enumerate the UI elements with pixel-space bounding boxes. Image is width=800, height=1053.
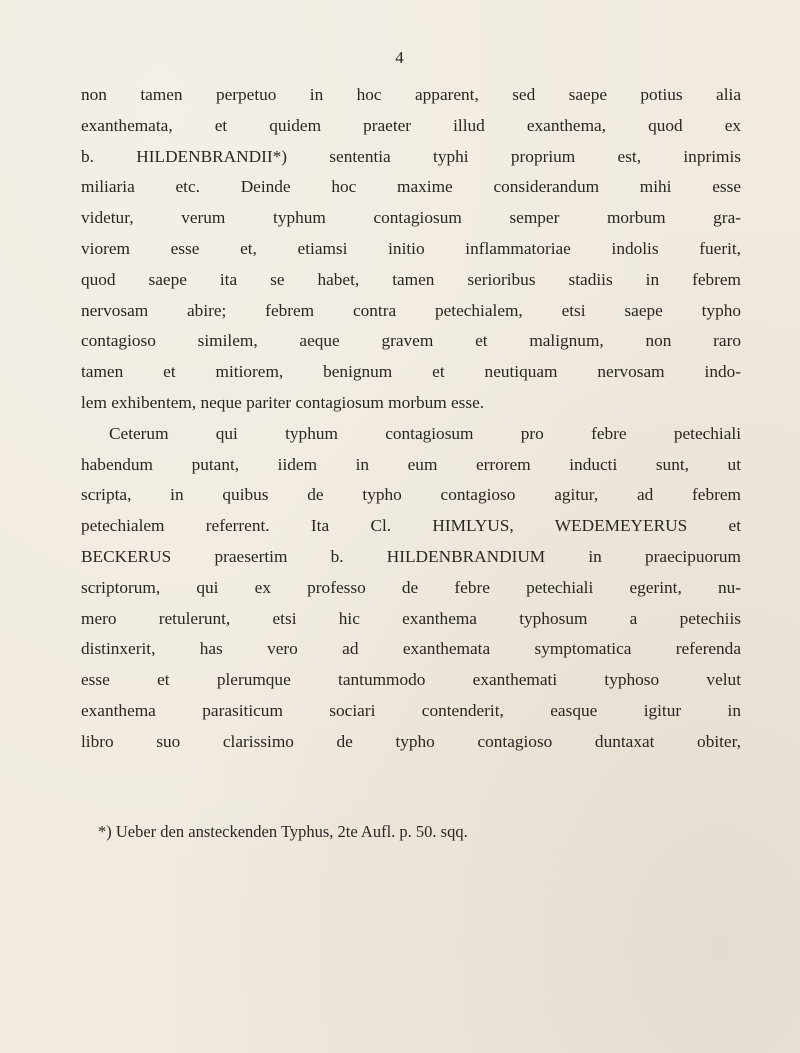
- text-line: exanthema parasiticum sociari contenderit, easque igitur in: [81, 700, 741, 720]
- body-text: [81, 80, 741, 758]
- text-line: petechialem referrent. Ita Cl. HIMLYUS, WEDEMEYERUS et: [81, 516, 741, 536]
- text-line: exanthemata, et quidem praeter illud exanthema, quod ex: [81, 115, 741, 135]
- text-line: viorem esse et, etiamsi initio inflammatoriae indolis fuerit,: [81, 238, 741, 258]
- text-line: quod saepe ita se habet, tamen serioribus stadiis in febrem: [81, 269, 741, 289]
- text-line: lem exhibentem, neque pariter contagiosum morbum esse.: [81, 392, 485, 412]
- text-line: contagioso similem, aeque gravem et malignum, non raro: [81, 331, 741, 351]
- text-line: non tamen perpetuo in hoc apparent, sed saepe potius alia: [81, 85, 741, 104]
- text-line: Ceterum qui typhum contagiosum pro febre petechiali: [109, 423, 741, 443]
- text-line: tamen et mitiorem, benignum et neutiquam nervosam indo-: [81, 362, 741, 382]
- text-line: libro suo clarissimo de typho contagioso duntaxat obiter,: [81, 731, 741, 751]
- page-number: 4: [395, 48, 405, 67]
- text-line: nervosam abire; febrem contra petechialem, etsi saepe typho: [81, 300, 741, 320]
- text-line: distinxerit, has vero ad exanthemata symptomatica referenda: [81, 639, 741, 659]
- text-line: b. HILDENBRANDII*) sententia typhi proprium est, inprimis: [81, 146, 741, 166]
- footnote: *) Ueber den ansteckenden Typhus, 2te Aufl. p. 50. sqq.: [98, 822, 468, 841]
- text-line: habendum putant, iidem in eum errorem inducti sunt, ut: [81, 454, 741, 474]
- text-line: miliaria etc. Deinde hoc maxime considerandum mihi esse: [81, 177, 741, 197]
- text-line: BECKERUS praesertim b. HILDENBRANDIUM in praecipuorum: [81, 546, 741, 566]
- text-line: scriptorum, qui ex professo de febre petechiali egerint, nu-: [81, 577, 741, 597]
- text-line: scripta, in quibus de typho contagioso agitur, ad febrem: [81, 485, 741, 505]
- text-line: videtur, verum typhum contagiosum semper morbum gra-: [81, 208, 741, 228]
- text-line: esse et plerumque tantummodo exanthemati typhoso velut: [81, 670, 741, 690]
- text-line: mero retulerunt, etsi hic exanthema typhosum a petechiis: [81, 608, 741, 628]
